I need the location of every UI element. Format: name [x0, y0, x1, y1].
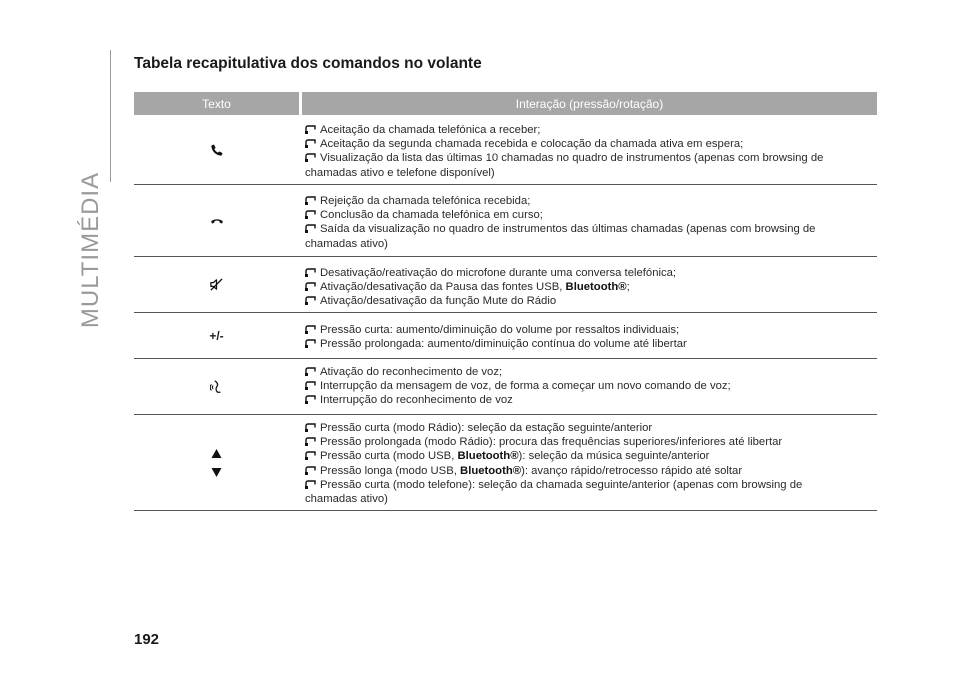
table-row	[134, 313, 877, 359]
line-text: Rejeição da chamada telefónica recebida;	[320, 195, 531, 207]
bullet-icon	[305, 138, 316, 147]
line-text: Ativação/desativação da função Mute do Rádio	[320, 295, 557, 308]
command-description	[305, 185, 877, 256]
command-icon-cell	[134, 359, 299, 414]
line-text: Pressão longa (modo USB,	[320, 464, 461, 477]
description-line	[305, 294, 877, 308]
bullet-icon	[305, 195, 316, 204]
description-line	[305, 323, 877, 337]
line-text: ;	[626, 281, 630, 294]
line-text: Visualização da lista das últimas 10 chamadas no quadro de instrumentos (apenas com browsing de	[320, 152, 824, 165]
line-text: Ativação do reconhecimento de voz;	[320, 366, 503, 378]
description-line	[305, 421, 877, 435]
description-line	[305, 137, 877, 151]
bullet-icon	[305, 152, 316, 161]
command-description	[305, 313, 877, 358]
bullet-icon	[305, 380, 316, 389]
line-text: Pressão prolongada (modo Rádio): procura das frequências superiores/inferiores até libertar	[320, 436, 783, 449]
command-icon-cell	[134, 415, 299, 510]
description-line	[305, 393, 877, 407]
command-description	[305, 415, 877, 510]
line-text: Saída da visualização no quadro de instrumentos das últimas chamadas (apenas com browsing de	[320, 223, 816, 236]
bullet-icon	[305, 209, 316, 218]
command-icon-cell	[134, 115, 299, 184]
description-line	[305, 266, 877, 280]
command-description	[305, 115, 877, 184]
bullet-icon	[305, 422, 316, 431]
bullet-icon	[305, 465, 316, 474]
line-text: Ativação/desativação da Pausa das fontes USB,	[320, 281, 566, 294]
description-line	[305, 280, 877, 294]
bluetooth-term: Bluetooth®	[565, 281, 627, 294]
side-divider	[110, 50, 111, 182]
line-text: Pressão curta (modo telefone): seleção da chamada seguinte/anterior (apenas com browsing de	[320, 478, 803, 491]
command-description	[305, 257, 877, 312]
column-header-interaction: Interação (pressão/rotação)	[302, 92, 877, 115]
bluetooth-term: Bluetooth®	[460, 464, 522, 477]
line-text: Pressão curta (modo Rádio): seleção da estação seguinte/anterior	[320, 422, 653, 434]
line-text: Interrupção do reconhecimento de voz	[320, 394, 513, 407]
bullet-icon	[305, 450, 316, 459]
description-continuation: chamadas ativo)	[305, 493, 388, 506]
bullet-icon	[305, 479, 316, 488]
bullet-icon	[305, 394, 316, 403]
up-down-arrows-icon	[211, 447, 222, 479]
mute-icon	[209, 277, 224, 292]
description-line	[305, 365, 877, 379]
description-line	[305, 449, 877, 463]
description-line	[305, 222, 877, 236]
table-row	[134, 257, 877, 313]
volume-plus-minus-label: +/-	[209, 328, 224, 343]
line-text: Pressão curta: aumento/diminuição do volume por ressaltos individuais;	[320, 324, 680, 336]
bullet-icon	[305, 366, 316, 375]
line-text: Pressão curta (modo USB,	[320, 450, 458, 463]
bullet-icon	[305, 436, 316, 445]
table-row	[134, 359, 877, 415]
bullet-icon	[305, 223, 316, 232]
table-row	[134, 115, 877, 185]
description-line	[305, 194, 877, 208]
page-number: 192	[134, 631, 160, 648]
line-text: Desativação/reativação do microfone durante uma conversa telefónica;	[320, 267, 677, 279]
phone-accept-icon	[210, 143, 224, 157]
bullet-icon	[305, 295, 316, 304]
description-line	[305, 435, 877, 449]
description-continuation: chamadas ativo e telefone disponível)	[305, 166, 495, 179]
description-line	[305, 151, 877, 165]
line-text: Aceitação da chamada telefónica a receber;	[320, 124, 541, 136]
bullet-icon	[305, 338, 316, 347]
voice-recognition-icon	[210, 379, 224, 395]
line-text: ): seleção da música seguinte/anterior	[518, 450, 710, 463]
description-line	[305, 123, 877, 137]
description-line	[305, 208, 877, 222]
description-line	[305, 337, 877, 351]
command-icon-cell	[134, 313, 299, 358]
table-body	[134, 115, 877, 511]
bullet-icon	[305, 281, 316, 290]
bullet-icon	[305, 324, 316, 333]
line-text: Conclusão da chamada telefónica em curso;	[320, 209, 543, 222]
line-text: Aceitação da segunda chamada recebida e colocação da chamada ativa em espera;	[320, 138, 744, 151]
description-line	[305, 379, 877, 393]
table-row	[134, 415, 877, 511]
phone-hangup-icon	[210, 216, 224, 226]
description-continuation: chamadas ativo)	[305, 237, 388, 250]
line-text: Interrupção da mensagem de voz, de forma a começar um novo comando de voz;	[320, 380, 731, 393]
section-side-label-text: MULTIMÉDIA	[77, 171, 105, 329]
command-description	[305, 359, 877, 414]
description-line	[305, 464, 877, 478]
column-header-text: Texto	[134, 92, 299, 115]
page-title: Tabela recapitulativa dos comandos no volante	[134, 55, 482, 72]
line-text: Pressão prolongada: aumento/diminuição contínua do volume até libertar	[320, 338, 687, 351]
description-line	[305, 478, 877, 492]
command-icon-cell	[134, 257, 299, 312]
commands-table	[134, 92, 877, 511]
table-header	[134, 92, 877, 115]
bluetooth-term: Bluetooth®	[457, 450, 519, 463]
bullet-icon	[305, 124, 316, 133]
section-side-label	[77, 171, 105, 329]
bullet-icon	[305, 267, 316, 276]
line-text: ): avanço rápido/retrocesso rápido até soltar	[521, 464, 743, 477]
table-row	[134, 185, 877, 257]
command-icon-cell	[134, 185, 299, 256]
